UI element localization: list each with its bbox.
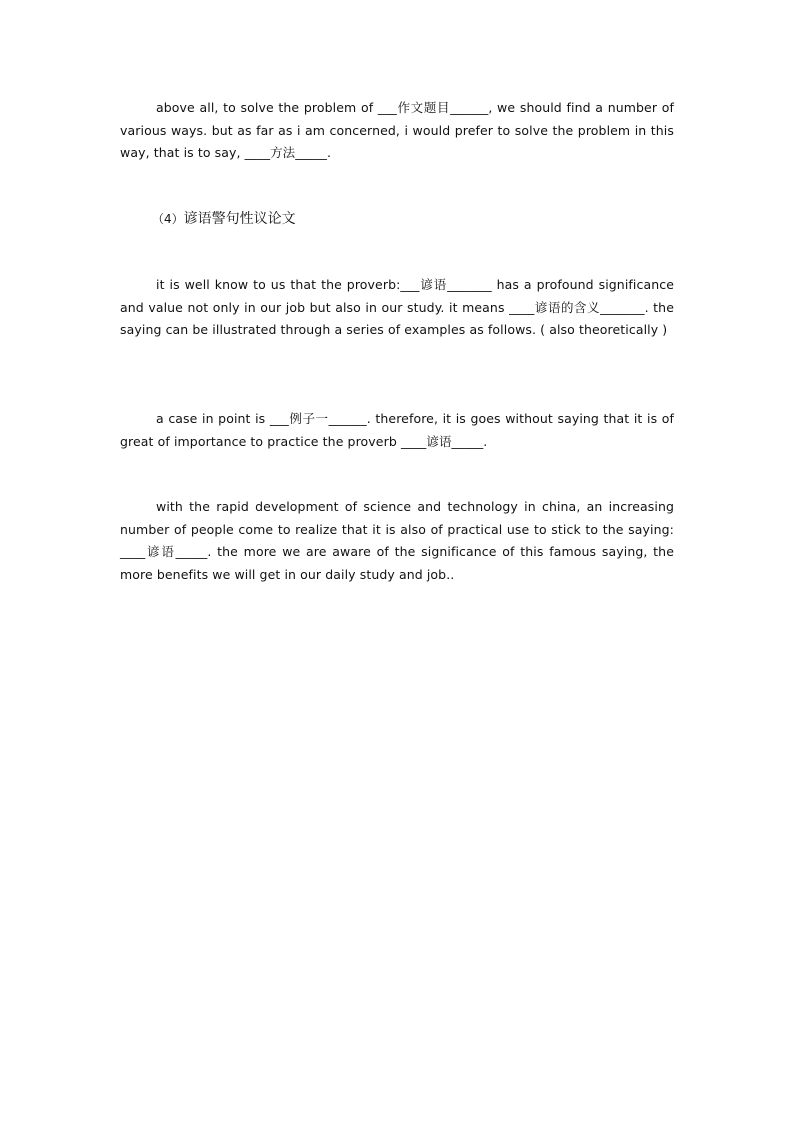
paragraph-example: a case in point is ___例子一______. therefore, it is goes without saying that it is of great of importance to practice the proverb ____谚语_____.: [120, 411, 674, 449]
paragraph-proverb-intro: it is well know to us that the proverb:___谚语_______ has a profound significance and value not only in our job but also in our study. it means ____谚语的含义_______. the saying can be illustrated through a series of examples as follows. ( also theoretically ): [120, 277, 674, 337]
heading-title: 谚语警句性议论文: [183, 211, 296, 227]
section-heading: [152, 208, 296, 230]
paragraph-solve-problem: above all, to solve the problem of ___作文题目______, we should find a number of various ways. but as far as i am concerned, i would prefer to solve the problem in this way, that is to say, ____方法_____.: [120, 100, 674, 160]
paragraph-conclusion: with the rapid development of science and technology in china, an increasing number of people come to realize that it is also of practical use to stick to the saying: ____谚语_____. the more we are aware of the significance of this famous saying, the more benefits we will get in our daily study and job..: [120, 499, 674, 582]
heading-number: （4）: [152, 212, 184, 226]
